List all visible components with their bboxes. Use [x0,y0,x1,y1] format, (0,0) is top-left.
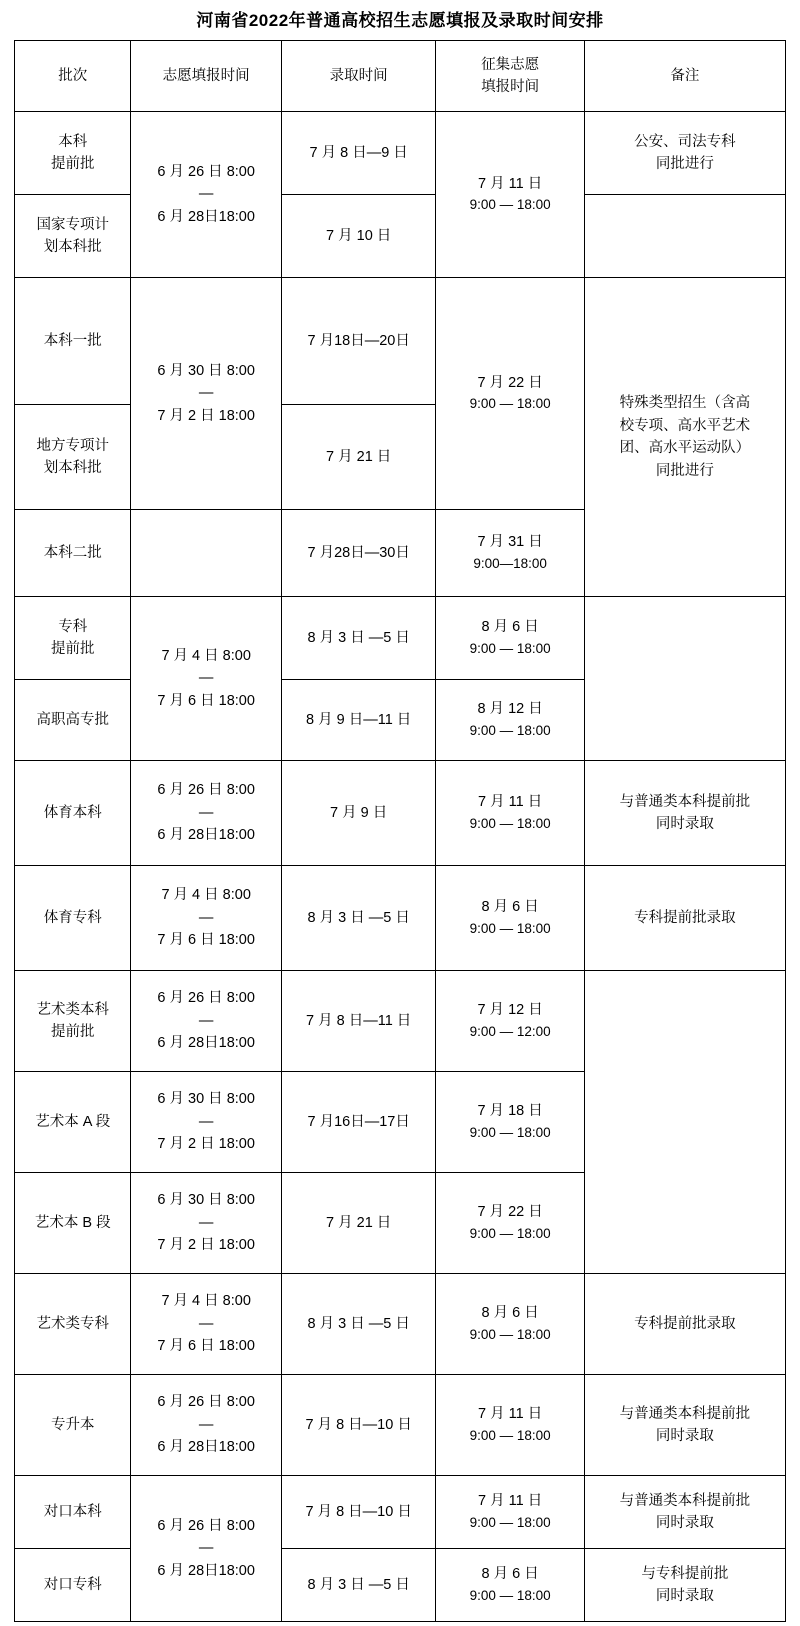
application-time: 6 月 30 日 8:00 — 7 月 2 日 18:00 [131,1072,281,1173]
batch-name: 艺术本 A 段 [15,1072,131,1173]
admission-time: 7 月 8 日—10 日 [281,1476,436,1549]
collect-time: 8 月 6 日 9:00 — 18:00 [436,1549,584,1622]
collect-time: 7 月 12 日 9:00 — 12:00 [436,971,584,1072]
collect-time: 7 月 11 日 9:00 — 18:00 [436,761,584,866]
batch-name: 对口专科 [15,1549,131,1622]
batch-name: 本科 提前批 [15,112,131,195]
admission-time: 8 月 3 日 —5 日 [281,597,436,680]
column-header-collect-time: 征集志愿 填报时间 [436,41,584,112]
collect-time: 7 月 11 日 9:00 — 18:00 [436,1375,584,1476]
table-row [15,597,786,680]
application-time: 6 月 26 日 8:00 — 6 月 28日18:00 [131,971,281,1072]
admission-time: 7 月 8 日—10 日 [281,1375,436,1476]
application-time: 6 月 26 日 8:00 — 6 月 28日18:00 [131,1375,281,1476]
column-header-admission-time: 录取时间 [281,41,436,112]
collect-time: 8 月 6 日 9:00 — 18:00 [436,597,584,680]
column-header-batch: 批次 [15,41,131,112]
batch-name: 专升本 [15,1375,131,1476]
remarks [584,195,785,278]
collect-time: 7 月 22 日 9:00 — 18:00 [436,278,584,510]
application-time: 6 月 26 日 8:00 — 6 月 28日18:00 [131,761,281,866]
table-row [15,195,786,278]
admission-time: 7 月18日—20日 [281,278,436,405]
admission-time: 8 月 3 日 —5 日 [281,1549,436,1622]
remarks: 与普通类本科提前批 同时录取 [584,761,785,866]
batch-name: 专科 提前批 [15,597,131,680]
admission-time: 8 月 9 日—11 日 [281,680,436,761]
table-row [15,1549,786,1622]
remarks: 专科提前批录取 [584,866,785,971]
column-header-application-time: 志愿填报时间 [131,41,281,112]
admission-time: 8 月 3 日 —5 日 [281,1274,436,1375]
table-header [15,41,786,112]
remarks: 与专科提前批 同时录取 [584,1549,785,1622]
admission-time: 7 月 9 日 [281,761,436,866]
application-time: 7 月 4 日 8:00 — 7 月 6 日 18:00 [131,1274,281,1375]
application-time: 7 月 4 日 8:00 — 7 月 6 日 18:00 [131,597,281,761]
application-time: 7 月 4 日 8:00 — 7 月 6 日 18:00 [131,866,281,971]
admission-time: 7 月 8 日—9 日 [281,112,436,195]
remarks: 与普通类本科提前批 同时录取 [584,1476,785,1549]
collect-time: 8 月 6 日 9:00 — 18:00 [436,1274,584,1375]
table-row [15,278,786,405]
batch-name: 体育本科 [15,761,131,866]
batch-name: 国家专项计 划本科批 [15,195,131,278]
collect-time: 7 月 18 日 9:00 — 18:00 [436,1072,584,1173]
remarks: 特殊类型招生（含高 校专项、高水平艺术 团、高水平运动队） 同批进行 [584,278,785,597]
batch-name: 高职高专批 [15,680,131,761]
remarks [584,597,785,761]
admission-time: 7 月 21 日 [281,1173,436,1274]
batch-name: 体育专科 [15,866,131,971]
collect-time: 7 月 11 日 9:00 — 18:00 [436,1476,584,1549]
admission-time: 7 月 8 日—11 日 [281,971,436,1072]
admission-time: 7 月 21 日 [281,405,436,510]
remarks: 专科提前批录取 [584,1274,785,1375]
batch-name: 艺术类本科 提前批 [15,971,131,1072]
collect-time: 8 月 6 日 9:00 — 18:00 [436,866,584,971]
application-time: 6 月 26 日 8:00 — 6 月 28日18:00 [131,1476,281,1622]
collect-time: 7 月 22 日 9:00 — 18:00 [436,1173,584,1274]
collect-time: 7 月 31 日 9:00—18:00 [436,510,584,597]
batch-name: 对口本科 [15,1476,131,1549]
page-title: 河南省2022年普通高校招生志愿填报及录取时间安排 [196,11,604,30]
column-header-remarks: 备注 [584,41,785,112]
batch-name: 本科二批 [15,510,131,597]
table-row [15,1375,786,1476]
table-row [15,1476,786,1549]
application-time: 6 月 30 日 8:00 — 7 月 2 日 18:00 [131,278,281,510]
table-row [15,761,786,866]
admission-schedule-table [14,40,786,1622]
admission-time: 7 月28日—30日 [281,510,436,597]
application-time: 6 月 26 日 8:00 — 6 月 28日18:00 [131,112,281,278]
table-row [15,1274,786,1375]
batch-name: 艺术类专科 [15,1274,131,1375]
application-time: 6 月 30 日 8:00 — 7 月 2 日 18:00 [131,1173,281,1274]
admission-time: 7 月16日—17日 [281,1072,436,1173]
table-row [15,866,786,971]
table-row [15,112,786,195]
remarks: 公安、司法专科 同批进行 [584,112,785,195]
collect-time: 7 月 11 日 9:00 — 18:00 [436,112,584,278]
application-time [131,510,281,597]
collect-time: 8 月 12 日 9:00 — 18:00 [436,680,584,761]
table-header-row [15,41,786,112]
batch-name: 地方专项计 划本科批 [15,405,131,510]
remarks [584,971,785,1274]
admission-time: 8 月 3 日 —5 日 [281,866,436,971]
batch-name: 本科一批 [15,278,131,405]
remarks: 与普通类本科提前批 同时录取 [584,1375,785,1476]
batch-name: 艺术本 B 段 [15,1173,131,1274]
table-body [15,112,786,1622]
table-row [15,971,786,1072]
admission-time: 7 月 10 日 [281,195,436,278]
